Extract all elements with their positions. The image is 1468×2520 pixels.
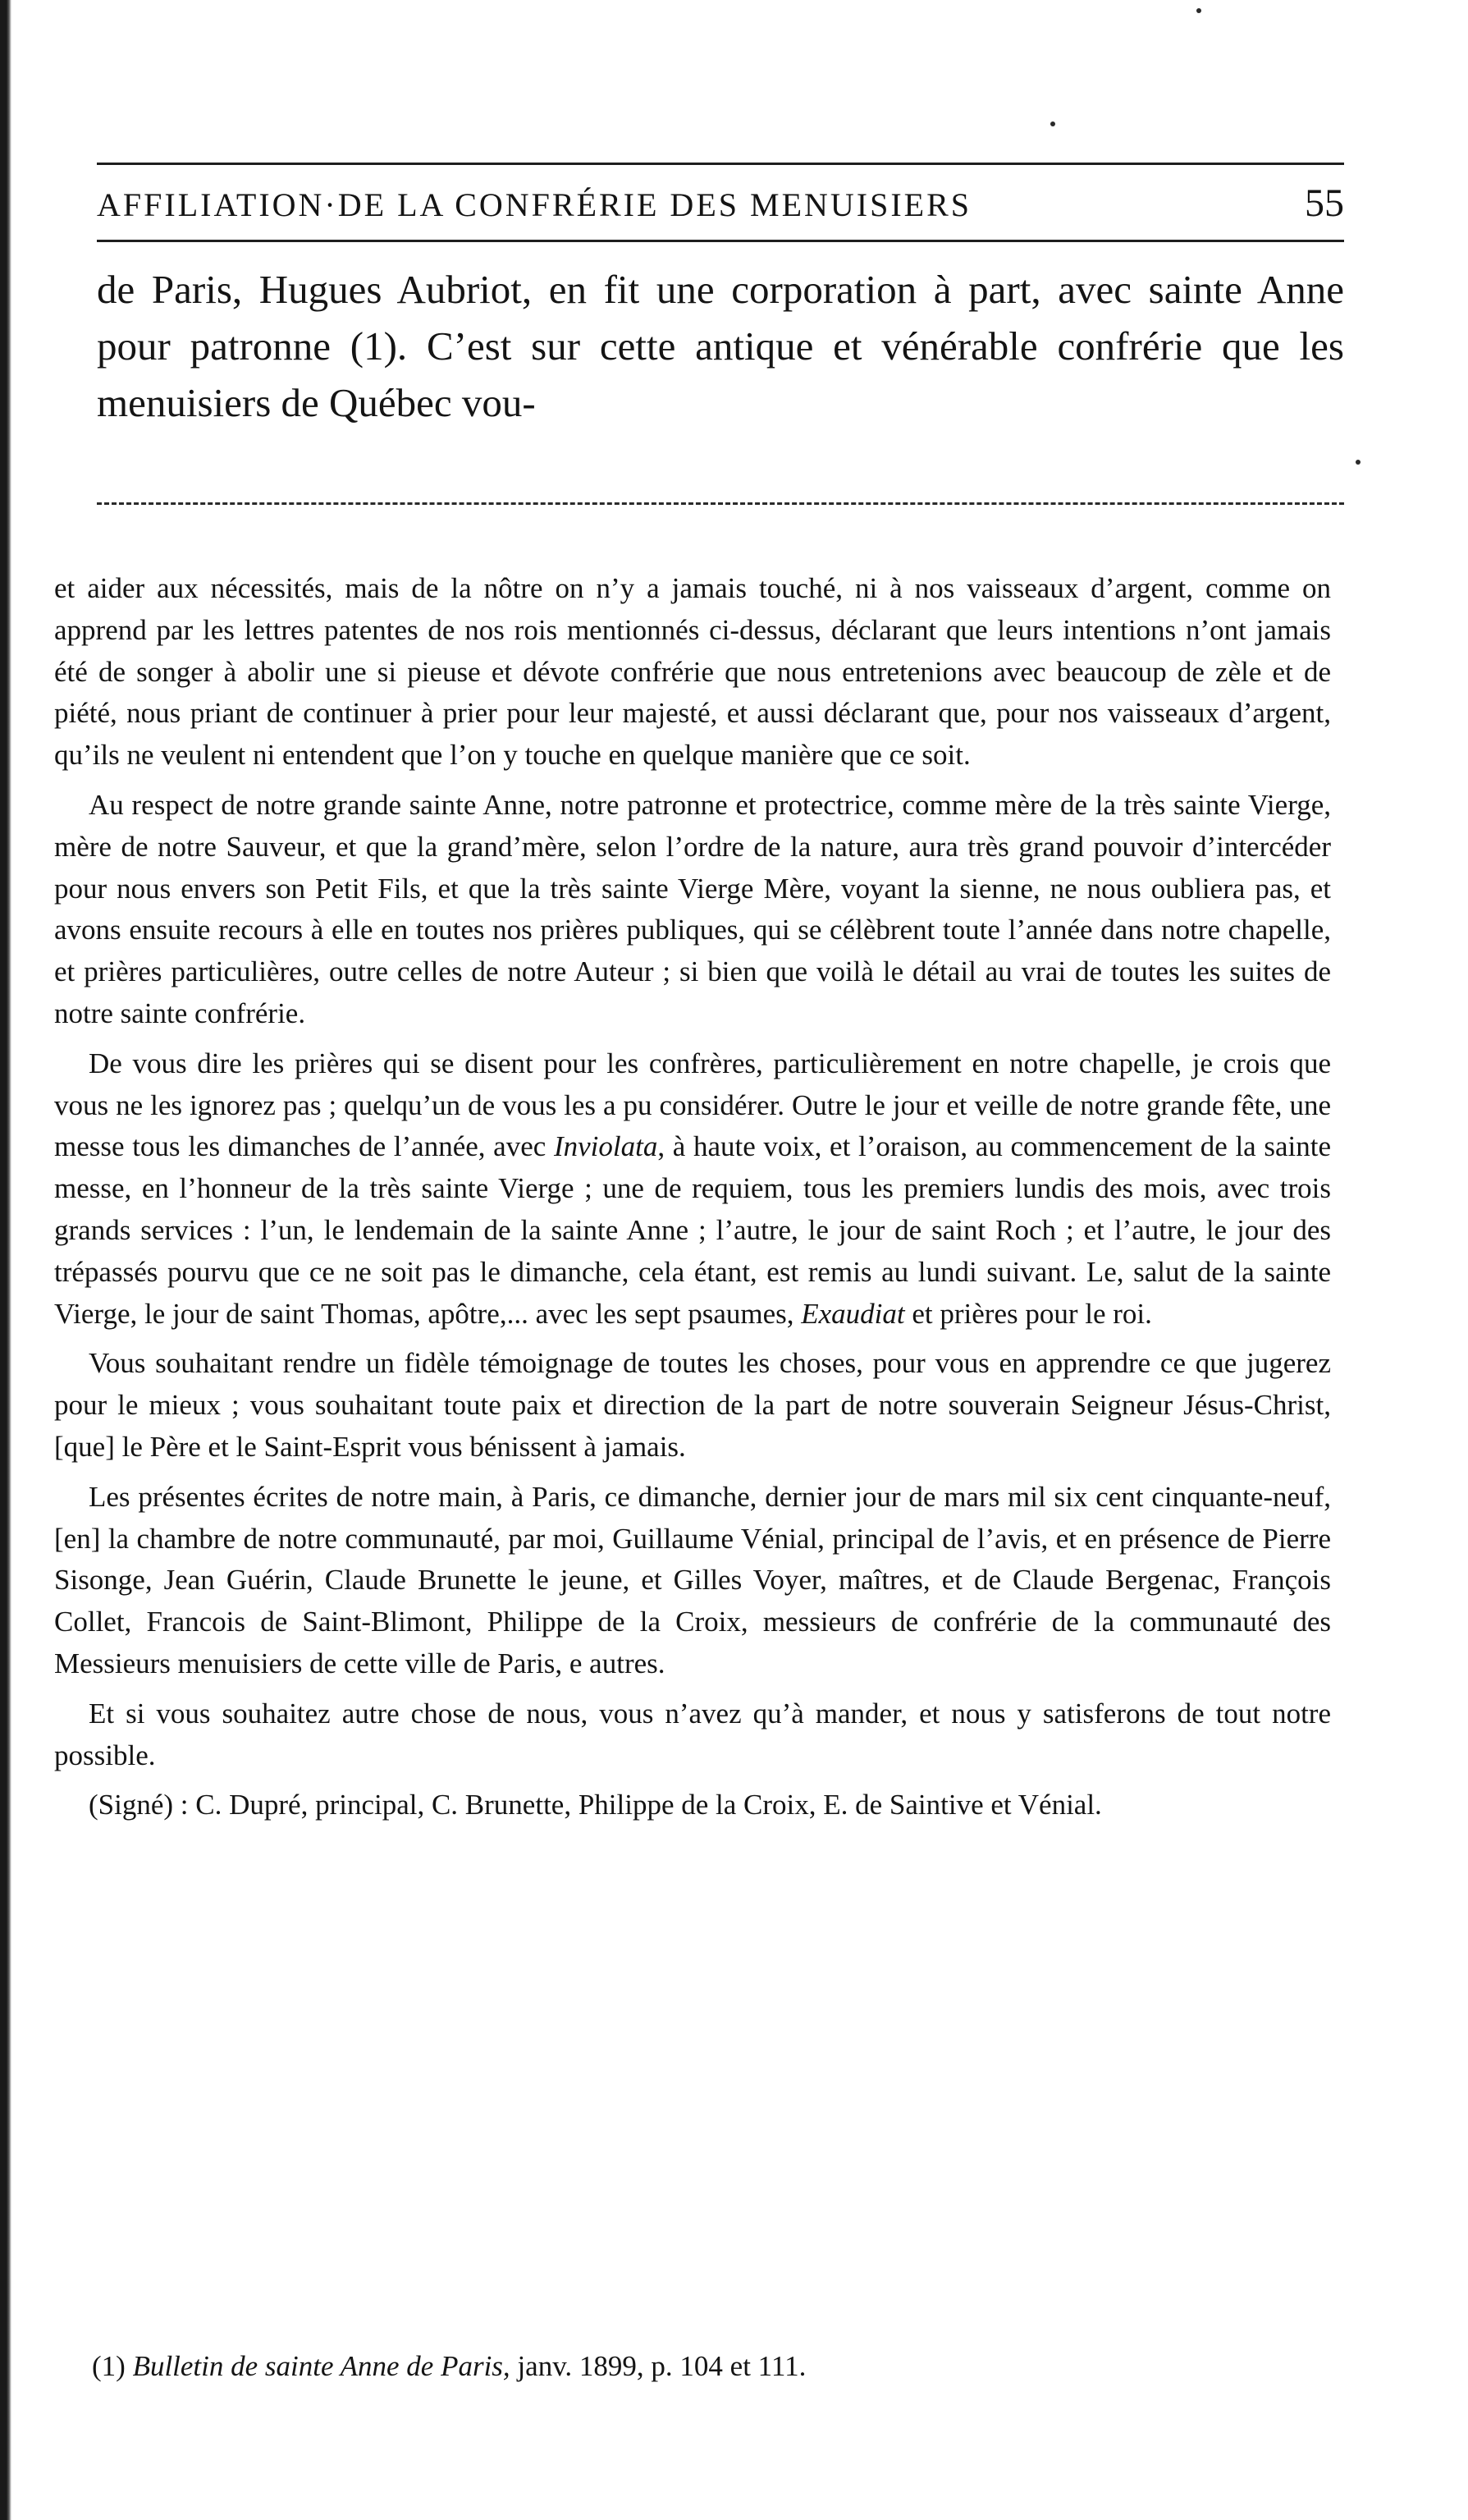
footnote [92,2346,1323,2387]
scan-edge-shadow [0,0,11,2520]
latin-title-exaudiat: Exaudiat [801,1297,905,1330]
page-number: 55 [1305,181,1344,225]
scan-speck [1196,8,1201,13]
letter-paragraph: Les présentes écrites de notre main, à Paris, ce dimanche, dernier jour de mars mil six cent cinquante-neuf, [en] la chambre de notre communauté, par moi, Guillaume Vénial, principal de l’avis, et en présence de Pierre Sisonge, Jean Guérin, Claude Brunette le jeune, et Gilles Voyer, maîtres, et de Claude Bergenac, François Collet, Francois de Saint-Blimont, Philippe de la Croix, messieurs de confrérie de la communauté des Messieurs menuisiers de cette ville de Paris, e autres. [54,1480,1331,1679]
quoted-letter [54,568,1331,1835]
letter-paragraph: Et si vous souhaitez autre chose de nous, vous n’avez qu’à mander, et nous y satisferons de tout notre possible. [54,1697,1331,1771]
header-top-rule [97,163,1344,165]
latin-title-inviolata: Inviolata [553,1130,658,1163]
letter-paragraph [54,1043,1331,1336]
letter-paragraph: Au respect de notre grande sainte Anne, notre patronne et protectrice, comme mère de la très sainte Vierge, mère de notre Sauveur, et que la grand’mère, selon l’ordre de la nature, aura très grand pouvoir d’intercéder pour nous envers son Petit Fils, et que la très sainte Vierge Mère, voyant la sienne, ne nous oubliera pas, et avons ensuite recours à elle en toutes nos prières publiques, qui se célèbrent toute l’année dans notre chapelle, et prières particulières, outre celles de notre Auteur ; si bien que voilà le détail au vrai de toutes les suites de notre sainte confrérie. [54,788,1331,1029]
footnote-marker: (1) [92,2350,126,2382]
header-bottom-rule [97,240,1344,242]
scan-speck [1356,460,1361,465]
paragraph-text: et prières pour le roi. [904,1297,1152,1330]
letter-paragraph: et aider aux nécessités, mais de la nôtre on n’y a jamais touché, ni à nos vaisseaux d’argent, comme on apprend par les lettres patentes de nos rois mentionnés ci-dessus, déclarant que leurs intentions n’ont jamais été de songer à abolir une si pieuse et dévote confrérie que nous entretenions avec beaucoup de zèle et de piété, nous priant de continuer à prier pour leur majesté, et aussi déclarant que, pour nos vaisseaux d’argent, qu’ils ne veulent ni entendent que l’on y touche en quelque manière que ce soit. [54,572,1331,772]
running-head [97,182,1344,228]
scan-speck [1050,121,1055,126]
letter-paragraph: Vous souhaitant rendre un fidèle témoignage de toutes les choses, pour vous en apprendre ce que jugerez pour le mieux ; vous souhaitant toute paix et direction de la part de notre souverain Seigneur Jésus-Christ, [que] le Père et le Saint-Esprit vous bénissent à jamais. [54,1347,1331,1463]
paragraph-text: , à haute voix, et l’oraison, au commencement de la sainte messe, en l’honneur de la très sainte Vierge ; une de requiem, tous les premiers lundis des mois, avec trois grands services : l’un, le lendemain de la sainte Anne ; l’autre, le jour de saint Roch ; et l’autre, le jour des trépassés pourvu que ce ne soit pas le dimanche, cela étant, est remis au lundi suivant. Le, salut de la sainte Vierge, le jour de saint Thomas, apôtre,... avec les sept psaumes, [54,1130,1332,1330]
signature-paragraph: (Signé) : C. Dupré, principal, C. Brunette, Philippe de la Croix, E. de Saintive et Vénial. [89,1789,1102,1821]
footnote-details: janv. 1899, p. 104 et 111. [517,2350,807,2382]
paragraph-text: De vous dire les prières qui se disent pour les confrères, particulièrement en notre chapelle, je crois que vous ne les ignorez pas ; quelqu’un de vous les a pu considérer. Outre le jour et veille de notre grande fête, une messe tous les dimanches de l’année, avec [54,1047,1331,1163]
footnote-journal: Bulletin de sainte Anne de Paris, [132,2350,510,2382]
running-title: AFFILIATION·DE LA CONFRÉRIE DES MENUISIERS [97,186,972,223]
text-divider [97,502,1344,505]
main-text: de Paris, Hugues Aubriot, en fit une corporation à part, avec sainte Anne pour patronne (1). C’est sur cette antique et vénérable confrérie que les menuisiers de Québec vou- [97,267,1344,425]
